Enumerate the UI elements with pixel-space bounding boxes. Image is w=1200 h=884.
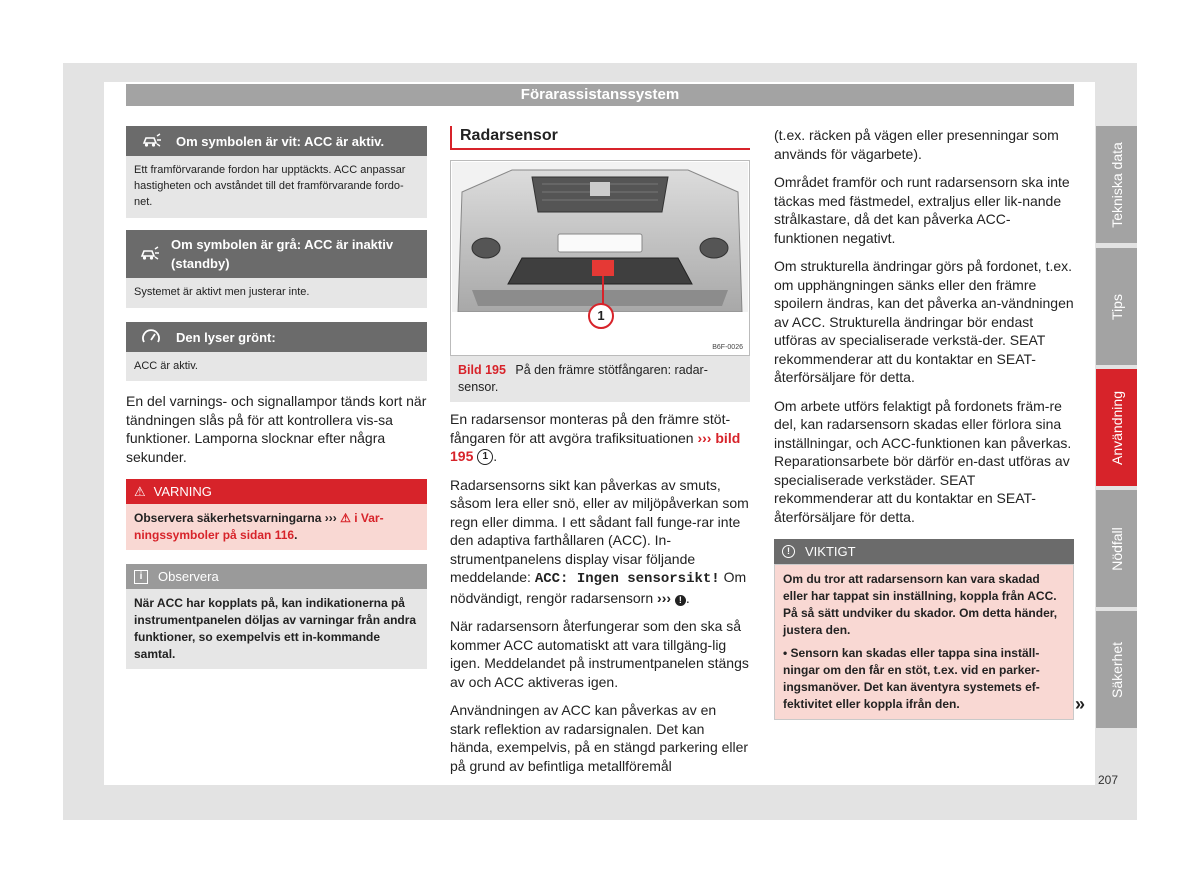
paragraph: Om arbete utförs felaktigt på fordonets främ-re del, kan radarsensorn skadas eller förlora sina inställningar, och ACC-funktionen kan påverkas. Reparationsarbete bör därför en-dast utföras av specialiserade verkstäder. SEAT rekommenderar att du kontaktar en SEAT-återförsäljare för detta.	[774, 397, 1072, 525]
important-icon: !	[782, 545, 795, 558]
paragraph-text: Radarsensorns sikt kan påverkas av smuts, såsom lera eller snö, eller av miljöpåverkan som regn eller dimma. I ett sådant fall funge-rar inte den adaptiva farthållaren (ACC). In-strumentpanelens display visar följande meddelande:	[450, 476, 749, 585]
tab-label: Användning	[1108, 390, 1125, 465]
reference-arrows: ›››	[657, 589, 672, 606]
important-body	[774, 564, 1074, 720]
paragraph: (t.ex. räcken på vägen eller presenningar som används för vägarbete).	[774, 127, 1059, 162]
bullet-icon: •	[783, 646, 788, 660]
acc-car-icon	[126, 132, 176, 150]
section-title: Radarsensor	[450, 126, 750, 150]
symbol-box-title: Den lyser grönt:	[176, 329, 276, 345]
tab-anvandning[interactable]	[1096, 369, 1137, 486]
paragraph-text: En radarsensor monteras på den främre stöt-fångaren för att avgöra trafiksituationen	[450, 411, 731, 446]
paragraph: Området framför och runt radarsensorn ska inte täckas med fästmedel, extraljus eller lik-nande strålkastare, då det kan påverka ACC-funktionen negativt.	[774, 174, 1070, 246]
symbol-box-header	[126, 322, 427, 352]
intro-paragraph: En del varnings- och signallampor tänds kort när tändningen slås på för att kontrollera vis-sa funktioner. Lamporna slocknar efter några sekunder.	[126, 393, 427, 465]
warning-text: Observera säkerhetsvarningarna	[134, 511, 322, 525]
warning-triangle-icon: ⚠	[340, 511, 351, 525]
note-header	[126, 564, 427, 589]
warning-body	[126, 504, 427, 550]
important-bullet-text: Sensorn kan skadas eller tappa sina inställ-ningar om den får en stöt, t.ex. vid en parker-ingsmanöver. Det kan äventyra systemets ef-fektivitet eller koppla ifrån den.	[783, 646, 1040, 711]
important-bullet	[783, 645, 1065, 713]
tab-nodfall[interactable]	[1096, 490, 1137, 607]
middle-column	[450, 126, 750, 775]
tab-label: Nödfall	[1108, 526, 1125, 571]
symbol-box-header	[126, 230, 427, 278]
warning-label: VARNING	[153, 484, 212, 499]
paragraph-end: .	[493, 448, 498, 464]
figure-caption-text: På den främre stötfångaren: radar-sensor.	[458, 363, 708, 394]
important-icon: !	[675, 595, 686, 606]
important-label: VIKTIGT	[805, 544, 856, 559]
chapter-header: Förarassistanssystem	[126, 84, 1074, 106]
tab-sakerhet[interactable]	[1096, 611, 1137, 728]
paragraph: Användningen av ACC kan påverkas av en stark reflektion av radarsignalen. Det kan hända, exempelvis, på en stängd parkering eller på grund av befintliga metallföremål	[450, 702, 749, 774]
symbol-box-header	[126, 126, 427, 156]
figure-ref: Bild 195	[458, 363, 506, 377]
paragraph-end: .	[685, 589, 690, 606]
figure-box	[450, 160, 750, 356]
tab-label: Tips	[1108, 293, 1125, 320]
callout-ref: 1	[477, 449, 493, 465]
info-icon: i	[134, 570, 148, 584]
note-body: När ACC har kopplats på, kan indikationerna på instrumentpanelen döljas av varningar från andra funktioner, so exempelvis ett in-kommande samtal.	[126, 589, 427, 669]
paragraph-text: Om nödvändigt, rengör radarsensorn	[450, 569, 747, 606]
speedometer-icon	[126, 328, 176, 346]
right-column	[774, 126, 1074, 720]
warning-symbols-link[interactable]: i Var-ningssymboler på sidan 116	[134, 511, 384, 542]
figure-link[interactable]: bild 195	[450, 429, 741, 464]
important-header	[774, 539, 1074, 564]
display-message: ACC: Ingen sensorsikt!	[534, 571, 720, 587]
page-number: 207	[1098, 773, 1119, 787]
warning-end: .	[294, 528, 298, 542]
tab-tekniska-data[interactable]	[1096, 126, 1137, 243]
figure-code: B6F-0026	[712, 344, 743, 351]
paragraph	[450, 410, 750, 466]
paragraph	[450, 476, 750, 608]
tab-label: Säkerhet	[1108, 641, 1125, 698]
note-label: Observera	[158, 569, 219, 584]
tab-label: Tekniska data	[1108, 141, 1125, 228]
reference-arrows: ›››	[697, 429, 712, 446]
paragraph: När radarsensorn återfungerar som den ska så kommer ACC automatiskt att vara tillgäng-lig igen. Meddelandet på instrumentpanelen stängs av och ACC aktiveras igen.	[450, 618, 749, 690]
acc-car-icon	[126, 245, 171, 263]
continue-arrow: »	[1075, 694, 1086, 714]
symbol-box-body: ACC är aktiv.	[126, 352, 427, 381]
symbol-box-title: Om symbolen är vit: ACC är aktiv.	[176, 133, 385, 149]
symbol-box-body: Systemet är aktivt men justerar inte.	[126, 278, 427, 308]
figure-caption	[450, 356, 750, 402]
figure-callout: 1	[588, 303, 614, 329]
tab-tips[interactable]	[1096, 248, 1137, 365]
important-text: Om du tror att radarsensorn kan vara skadad eller har tappat sin inställning, koppla från ACC. På så sätt undviker du skador. Om detta händer, justera den.	[783, 572, 1058, 637]
paragraph: Om strukturella ändringar görs på fordonet, t.ex. om upphängningen sänks eller den främre spoilern ändras, kan det påverka an-vändningen av ACC. Strukturella ändringar bör endast utföras av specialiserade verkstä-der. SEAT rekommenderar att du kontaktar en SEAT-återförsäljare för detta.	[774, 258, 1074, 385]
reference-arrows: ›››	[324, 511, 337, 525]
warning-triangle-icon: ⚠	[134, 483, 146, 499]
warning-header	[126, 479, 427, 504]
symbol-box-body: Ett framförvarande fordon har upptäckts. ACC anpassar hastigheten och avståndet till det framförvarande fordo-net.	[126, 156, 427, 218]
symbol-box-title: Om symbolen är grå: ACC är inaktiv (standby)	[171, 237, 394, 271]
left-column	[126, 126, 427, 669]
